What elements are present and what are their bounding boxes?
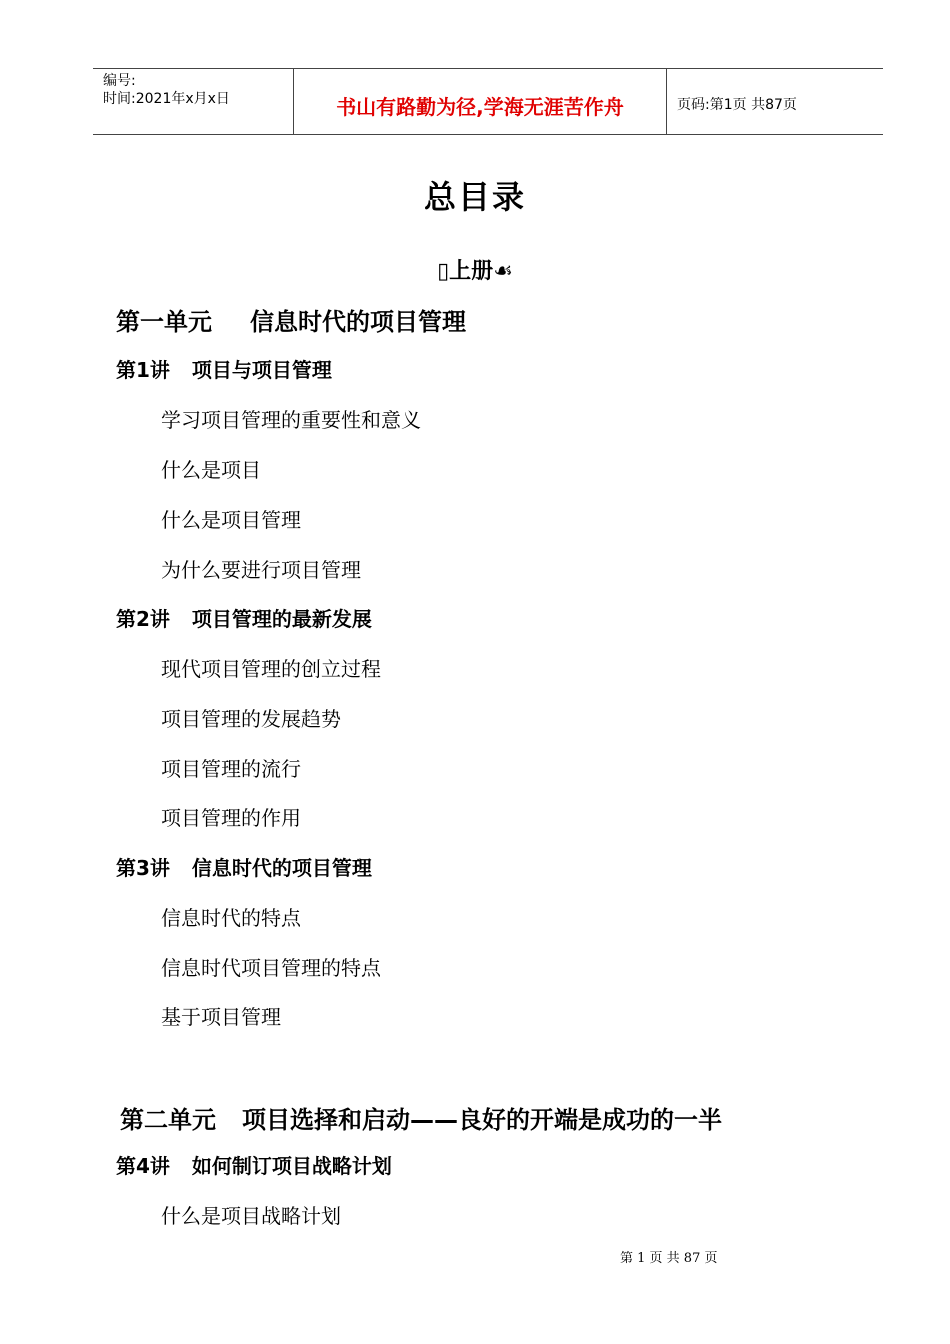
topic-item: 项目管理的流行	[161, 757, 301, 781]
lecture-title: 项目管理的最新发展	[191, 607, 372, 631]
topic-item: 项目管理的发展趋势	[161, 707, 341, 731]
lecture-number: 第2讲	[116, 607, 170, 631]
lecture-title: 项目与项目管理	[191, 358, 332, 382]
unit-heading	[120, 1100, 722, 1135]
topic-item: 信息时代的特点	[161, 906, 301, 930]
page-footer: 第 1 页 共 87 页	[620, 1251, 718, 1266]
header-motto: 书山有路勤为径,学海无涯苦作舟	[336, 95, 624, 119]
lecture-heading	[116, 1150, 392, 1179]
document-title: 总目录	[423, 178, 526, 216]
document-number-label: 编号:	[103, 73, 136, 89]
unit-title: 项目选择和启动——良好的开端是成功的一半	[242, 1106, 722, 1134]
lecture-heading	[116, 603, 372, 632]
topic-item: 项目管理的作用	[161, 806, 301, 830]
header-meta-cell	[93, 69, 294, 134]
topic-item: 什么是项目	[161, 458, 261, 482]
unit-title: 信息时代的项目管理	[250, 308, 466, 336]
topic-item: 学习项目管理的重要性和意义	[161, 408, 421, 432]
document-time-label: 时间:2021年x月x日	[103, 91, 230, 107]
lecture-number: 第3讲	[116, 856, 170, 880]
lecture-title: 如何制订项目战略计划	[191, 1154, 392, 1178]
topic-item: 什么是项目管理	[161, 508, 301, 532]
topic-item: 为什么要进行项目管理	[161, 558, 361, 582]
topic-item: 现代项目管理的创立过程	[161, 657, 381, 681]
topic-item: 基于项目管理	[161, 1005, 281, 1029]
lecture-heading	[116, 354, 332, 383]
topic-item: 信息时代项目管理的特点	[161, 956, 381, 980]
topic-item: 什么是项目战略计划	[161, 1204, 341, 1228]
lecture-number: 第4讲	[116, 1154, 170, 1178]
lecture-number: 第1讲	[116, 358, 170, 382]
header-page-cell	[667, 69, 883, 134]
header-page-info: 页码:第1页 共87页	[677, 97, 797, 113]
unit-number: 第二单元	[120, 1106, 216, 1134]
page-header	[93, 68, 883, 135]
volume-heading: ▯上册☙	[437, 259, 513, 284]
lecture-title: 信息时代的项目管理	[191, 856, 372, 880]
header-motto-cell	[294, 69, 667, 134]
unit-heading	[116, 302, 466, 337]
unit-number: 第一单元	[116, 308, 212, 336]
lecture-heading	[116, 852, 372, 881]
